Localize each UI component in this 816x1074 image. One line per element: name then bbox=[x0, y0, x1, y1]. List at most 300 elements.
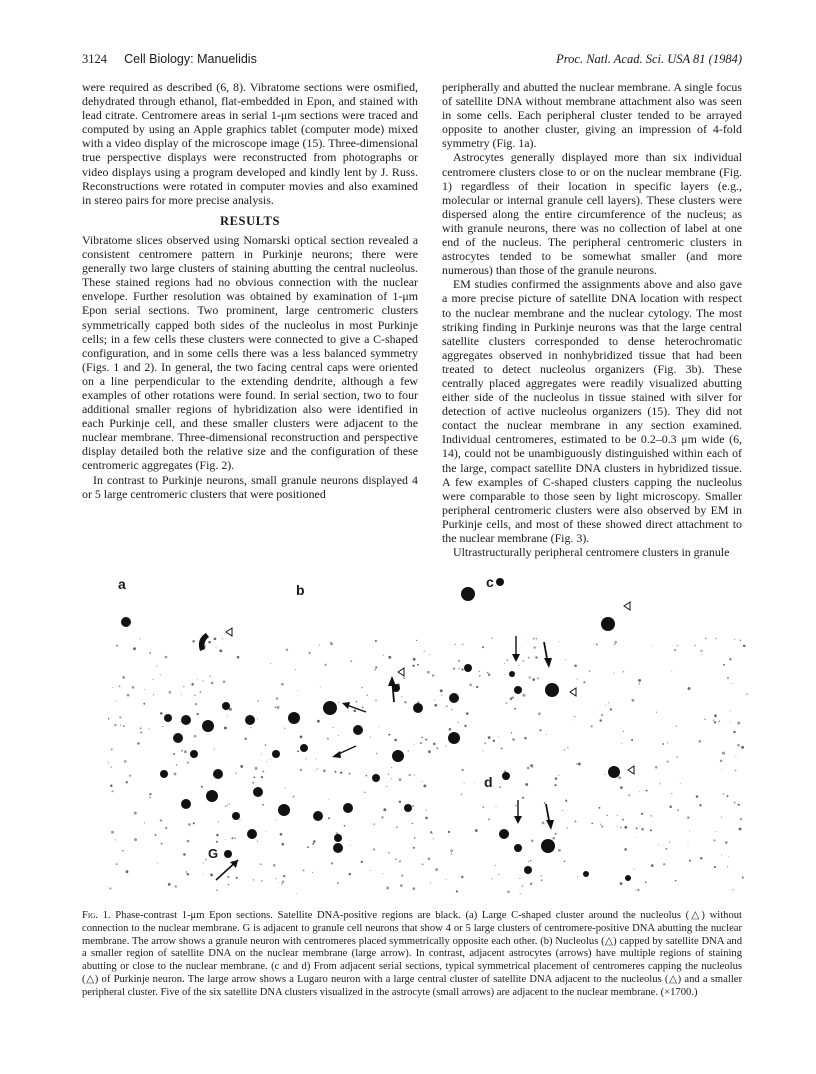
cluster-spot bbox=[333, 843, 343, 853]
speckle-dot bbox=[498, 736, 499, 737]
cluster-spot bbox=[343, 803, 353, 813]
speckle-dot bbox=[511, 696, 514, 699]
speckle-dot bbox=[116, 700, 117, 701]
speckle-dot bbox=[476, 686, 478, 688]
speckle-dot bbox=[713, 839, 715, 841]
caption-text: Phase-contrast 1-μm Epon sections. Satellite DNA-positive regions are black. (a) Large C-shaped cluster around the nucleolus (△) without connection to the nuclear membrane. G is adjacent to granule cell neurons that show 4 or 5 large clusters of centromere-positive DNA abutting the nuclear membrane. The arrow shows a granule neuron with centromeres placed symmetrically opposite each other. (b) Nucleolus (△) capped by satellite DNA and a smaller region of satellite DNA on the nuclear membrane (large arrow). In contrast, adjacent astrocytes (arrows) have multiple regions of staining abutting or close to the nuclear membrane. (c and d) From adjacent serial sections, typical symmetrical placement of centromeres capping the nucleolus (△) of Purkinje neuron. The large arrow shows a Lugaro neuron with a large central cluster of satellite DNA adjacent to the nucleolus (△) and a smaller peripheral cluster. Five of the six satellite DNA clusters visualized in the astrocyte (small arrows) are adjacent to the nuclear membrane. (×1700.) bbox=[82, 910, 742, 998]
speckle-dot bbox=[282, 880, 284, 882]
speckle-dot bbox=[716, 831, 717, 832]
speckle-dot bbox=[281, 843, 284, 846]
speckle-dot bbox=[450, 849, 453, 852]
speckle-dot bbox=[194, 694, 196, 696]
cluster-spot bbox=[502, 772, 510, 780]
speckle-dot bbox=[122, 676, 124, 678]
speckle-dot bbox=[134, 838, 137, 841]
speckle-dot bbox=[308, 652, 310, 654]
speckle-dot bbox=[425, 739, 427, 741]
cluster-spot bbox=[524, 866, 532, 874]
cluster-spot bbox=[413, 703, 423, 713]
speckle-dot bbox=[239, 819, 240, 820]
speckle-dot bbox=[123, 725, 125, 727]
speckle-dot bbox=[394, 739, 397, 742]
cluster-spot bbox=[608, 766, 620, 778]
cluster-spot bbox=[353, 725, 363, 735]
speckle-dot bbox=[674, 649, 676, 651]
speckle-dot bbox=[667, 742, 668, 743]
speckle-dot bbox=[265, 744, 266, 745]
speckle-dot bbox=[193, 822, 195, 824]
speckle-dot bbox=[302, 869, 304, 871]
methods-paragraph-end: were required as described (6, 8). Vibratome sections were osmified, dehydrated through ethanol, flat-embedded in Epon, and stained with lead citrate. Centromere areas in serial 1-μm sections were traced and computed by using an Apple graphics tablet (computer mode) mixed with a video display of the microscope image (15). Three-dimensional true perspective displays were reconstructed from photographs or video displays using a program developed and kindly lent by J. Russ. Reconstructions were rotated in computer movies and also examined in stereo pairs for more precise analysis. bbox=[82, 80, 418, 207]
speckle-dot bbox=[153, 679, 154, 680]
speckle-dot bbox=[620, 826, 622, 828]
speckle-dot bbox=[331, 862, 333, 864]
speckle-dot bbox=[229, 803, 230, 804]
speckle-dot bbox=[235, 772, 237, 774]
speckle-dot bbox=[216, 889, 218, 891]
speckle-dot bbox=[313, 840, 316, 843]
speckle-dot bbox=[677, 756, 679, 758]
speckle-dot bbox=[624, 826, 627, 829]
speckle-dot bbox=[634, 869, 635, 870]
astrocyte-arrowhead-icon bbox=[332, 751, 341, 758]
speckle-dot bbox=[148, 728, 149, 729]
speckle-dot bbox=[727, 795, 729, 797]
speckle-dot bbox=[623, 731, 624, 732]
speckle-dot bbox=[344, 825, 346, 827]
speckle-dot bbox=[499, 786, 501, 788]
speckle-dot bbox=[651, 646, 652, 647]
speckle-dot bbox=[300, 769, 302, 771]
speckle-dot bbox=[555, 777, 558, 780]
speckle-dot bbox=[307, 846, 309, 848]
speckle-dot bbox=[610, 708, 612, 710]
speckle-dot bbox=[436, 747, 438, 749]
speckle-dot bbox=[441, 695, 442, 696]
speckle-dot bbox=[149, 793, 152, 796]
large-arrowhead-icon bbox=[546, 820, 554, 830]
speckle-dot bbox=[129, 775, 131, 777]
speckle-dot bbox=[231, 837, 233, 839]
speckle-dot bbox=[413, 744, 414, 745]
speckle-dot bbox=[478, 671, 480, 673]
speckle-dot bbox=[565, 659, 566, 660]
speckle-dot bbox=[425, 817, 428, 820]
small-arrowhead-icon bbox=[514, 816, 522, 824]
speckle-dot bbox=[461, 876, 463, 878]
speckle-dot bbox=[140, 638, 141, 639]
speckle-dot bbox=[631, 739, 633, 741]
speckle-dot bbox=[666, 848, 668, 850]
speckle-dot bbox=[208, 641, 211, 644]
speckle-dot bbox=[730, 711, 731, 712]
speckle-dot bbox=[257, 718, 258, 719]
speckle-dot bbox=[608, 702, 609, 703]
speckle-dot bbox=[434, 704, 437, 707]
speckle-dot bbox=[671, 793, 672, 794]
speckle-dot bbox=[162, 726, 163, 727]
speckle-dot bbox=[412, 805, 414, 807]
speckle-dot bbox=[546, 734, 547, 735]
speckle-dot bbox=[651, 864, 654, 867]
speckle-dot bbox=[417, 701, 419, 703]
speckle-dot bbox=[205, 859, 207, 861]
speckle-dot bbox=[518, 665, 519, 666]
speckle-dot bbox=[700, 857, 702, 859]
speckle-dot bbox=[435, 868, 438, 871]
speckle-dot bbox=[261, 754, 262, 755]
speckle-dot bbox=[386, 887, 389, 890]
figure-1-micrograph bbox=[108, 574, 750, 896]
speckle-dot bbox=[388, 852, 390, 854]
speckle-dot bbox=[505, 702, 507, 704]
speckle-dot bbox=[578, 762, 581, 765]
speckle-dot bbox=[197, 679, 198, 680]
speckle-dot bbox=[261, 776, 263, 778]
cluster-spot bbox=[583, 871, 589, 877]
speckle-dot bbox=[662, 743, 664, 745]
speckle-dot bbox=[207, 791, 208, 792]
speckle-dot bbox=[723, 664, 725, 666]
speckle-dot bbox=[659, 783, 660, 784]
cluster-spot bbox=[514, 844, 522, 852]
speckle-dot bbox=[376, 753, 378, 755]
speckle-dot bbox=[214, 748, 215, 749]
nucleolus-triangle-icon bbox=[398, 668, 404, 676]
speckle-dot bbox=[488, 674, 490, 676]
speckle-dot bbox=[413, 658, 416, 661]
speckle-dot bbox=[601, 825, 603, 827]
speckle-dot bbox=[715, 638, 717, 640]
speckle-dot bbox=[620, 882, 623, 885]
speckle-dot bbox=[350, 660, 352, 662]
speckle-dot bbox=[319, 645, 320, 646]
speckle-dot bbox=[641, 828, 643, 830]
speckle-dot bbox=[432, 674, 434, 676]
speckle-dot bbox=[340, 772, 342, 774]
speckle-dot bbox=[733, 889, 734, 890]
small-arrowhead-icon bbox=[512, 654, 520, 662]
speckle-dot bbox=[421, 737, 423, 739]
speckle-dot bbox=[223, 680, 226, 683]
speckle-dot bbox=[273, 864, 276, 867]
speckle-dot bbox=[636, 827, 638, 829]
panel-label-g: G bbox=[208, 846, 219, 861]
speckle-dot bbox=[216, 834, 218, 836]
large-arrowhead-icon bbox=[388, 676, 396, 686]
granule-cluster-group bbox=[160, 702, 342, 858]
speckle-dot bbox=[337, 882, 339, 884]
speckle-dot bbox=[312, 872, 313, 873]
speckle-dot bbox=[574, 716, 576, 718]
speckle-dot bbox=[520, 893, 521, 894]
speckle-dot bbox=[601, 714, 603, 716]
speckle-dot bbox=[721, 854, 722, 855]
speckle-dot bbox=[423, 784, 426, 787]
speckle-dot bbox=[420, 742, 422, 744]
speckle-dot bbox=[401, 696, 402, 697]
speckle-dot bbox=[295, 669, 296, 670]
speckle-dot bbox=[504, 663, 505, 664]
speckle-dot bbox=[270, 663, 271, 664]
speckle-dot bbox=[250, 727, 251, 728]
speckle-dot bbox=[375, 669, 376, 670]
speckle-dot bbox=[414, 837, 416, 839]
header-left bbox=[82, 52, 257, 67]
speckle-dot bbox=[731, 683, 732, 684]
speckle-dot bbox=[475, 829, 478, 832]
speckle-dot bbox=[488, 736, 491, 739]
speckle-dot bbox=[191, 683, 194, 686]
speckle-dot bbox=[373, 848, 375, 850]
speckle-dot bbox=[507, 659, 509, 661]
figure-number: Fig. 1. bbox=[82, 910, 111, 921]
speckle-dot bbox=[698, 740, 701, 743]
speckle-dot bbox=[700, 650, 702, 652]
speckle-dot bbox=[168, 883, 171, 886]
speckle-dot bbox=[184, 750, 187, 753]
speckle-dot bbox=[539, 729, 541, 731]
speckle-dot bbox=[140, 727, 142, 729]
speckle-dot bbox=[699, 804, 701, 806]
c-shaped-cluster bbox=[199, 633, 209, 651]
speckle-dot bbox=[530, 883, 533, 886]
speckle-dot bbox=[275, 707, 276, 708]
speckle-dot bbox=[283, 875, 285, 877]
speckle-dot bbox=[676, 726, 677, 727]
speckle-dot bbox=[555, 833, 557, 835]
speckle-dot bbox=[134, 812, 137, 815]
speckle-dot bbox=[737, 722, 740, 725]
speckle-dot bbox=[333, 727, 334, 728]
speckle-dot bbox=[330, 642, 333, 645]
speckle-dot bbox=[216, 841, 218, 843]
speckle-dot bbox=[530, 860, 531, 861]
speckle-dot bbox=[541, 875, 542, 876]
speckle-dot bbox=[495, 806, 496, 807]
speckle-dot bbox=[722, 752, 725, 755]
nucleolus-triangle-icon bbox=[226, 628, 232, 636]
speckle-dot bbox=[227, 805, 228, 806]
results-paragraph-purkinje: Vibratome slices observed using Nomarski optical section revealed a consistent centromere pattern in Purkinje neurons; there were generally two large clusters of staining abutting the central nucleolus. These stained regions had no obvious connection with the nuclear envelope. Further resolution was obtained by examination of 1-μm Epon serial sections. Two prominent, large centromeric clusters symmetrically capped both sides of the nucleolus in most Purkinje cells; in a few cells these clusters were connected to give a C-shaped configuration, and in some cells there was a less balanced symmetry (Figs. 1 and 2). In general, the two facing central caps were oriented on a line perpendicular to the extending dendrite, although a few examples of other rotations were found. In serial section, two to four additional smaller regions of hybridization also were identified in each Purkinje cell, and these smaller clusters were adjacent to the nuclear membrane. Three-dimensional reconstruction and perspective display detailed both the relative size and the configuration of these centromeric aggregates (Fig. 2). bbox=[82, 232, 418, 473]
speckle-dot bbox=[350, 845, 351, 846]
speckle-dot bbox=[126, 781, 128, 783]
ultrastructure-paragraph: Ultrastructurally peripheral centromere clusters in granule bbox=[453, 545, 730, 560]
speckle-dot bbox=[366, 694, 368, 696]
speckle-dot bbox=[461, 794, 463, 796]
speckle-dot bbox=[407, 750, 409, 752]
speckle-dot bbox=[482, 806, 484, 808]
speckle-dot bbox=[328, 817, 330, 819]
speckle-dot bbox=[574, 665, 577, 668]
speckle-dot bbox=[689, 830, 690, 831]
speckle-dot bbox=[528, 861, 529, 862]
speckle-dot bbox=[583, 681, 585, 683]
speckle-dot bbox=[567, 747, 568, 748]
speckle-dot bbox=[108, 762, 109, 764]
speckle-dot bbox=[721, 817, 722, 818]
speckle-dot bbox=[110, 785, 113, 788]
speckle-dot bbox=[525, 783, 528, 786]
speckle-dot bbox=[428, 857, 431, 860]
speckle-dot bbox=[225, 806, 226, 807]
speckle-dot bbox=[388, 656, 391, 659]
speckle-dot bbox=[110, 766, 111, 767]
speckle-dot bbox=[605, 705, 606, 706]
speckle-dot bbox=[446, 879, 447, 880]
speckle-dot bbox=[591, 725, 593, 727]
speckle-dot bbox=[645, 881, 647, 883]
speckle-dot bbox=[265, 831, 266, 832]
nucleolus-triangle-icon bbox=[570, 688, 576, 696]
speckle-dot bbox=[522, 660, 524, 662]
speckle-dot bbox=[576, 678, 577, 679]
speckle-dot bbox=[401, 874, 403, 876]
speckle-dot bbox=[655, 766, 658, 769]
speckle-dot bbox=[725, 841, 728, 844]
nucleolus-cap bbox=[323, 701, 337, 715]
speckle-dot bbox=[727, 866, 728, 867]
speckle-dot bbox=[316, 769, 317, 770]
speckle-dot bbox=[203, 874, 204, 875]
right-column bbox=[442, 80, 742, 559]
speckle-dot bbox=[316, 758, 317, 759]
speckle-dot bbox=[276, 820, 277, 821]
speckle-dot bbox=[741, 746, 744, 749]
speckle-dot bbox=[399, 778, 402, 781]
speckle-dot bbox=[219, 649, 222, 652]
speckle-dot bbox=[594, 711, 595, 712]
speckle-dot bbox=[195, 703, 197, 705]
speckle-dot bbox=[202, 680, 203, 681]
speckle-dot bbox=[428, 654, 429, 655]
cluster-spot bbox=[461, 587, 475, 601]
speckle-dot bbox=[558, 775, 559, 776]
speckle-dot bbox=[507, 890, 510, 893]
speckle-dot bbox=[562, 810, 563, 811]
speckle-dot bbox=[409, 774, 411, 776]
speckle-dot bbox=[180, 721, 181, 722]
cluster-spot bbox=[625, 875, 631, 881]
speckle-dot bbox=[740, 640, 741, 641]
panel-label-c: c bbox=[486, 574, 494, 590]
speckle-dot bbox=[617, 815, 618, 816]
panel-label-a: a bbox=[118, 576, 126, 592]
speckle-dot bbox=[281, 683, 284, 686]
speckle-dot bbox=[531, 766, 533, 768]
speckle-dot bbox=[412, 887, 415, 890]
speckle-dot bbox=[646, 790, 648, 792]
speckle-dot bbox=[474, 783, 475, 784]
speckle-dot bbox=[338, 735, 339, 736]
speckle-dot bbox=[293, 796, 295, 798]
speckle-dot bbox=[245, 738, 247, 740]
speckle-dot bbox=[739, 828, 742, 831]
speckle-dot bbox=[328, 799, 329, 800]
results-heading: RESULTS bbox=[219, 213, 281, 228]
speckle-dot bbox=[531, 839, 534, 842]
journal-citation: Proc. Natl. Acad. Sci. USA 81 (1984) bbox=[556, 52, 742, 66]
speckle-dot bbox=[607, 815, 608, 816]
cluster-spot bbox=[372, 774, 380, 782]
speckle-dot bbox=[255, 767, 258, 770]
speckle-dot bbox=[225, 839, 226, 840]
speckle-dot bbox=[528, 657, 530, 659]
speckle-dot bbox=[381, 816, 383, 818]
speckle-dot bbox=[663, 863, 665, 865]
speckle-dot bbox=[284, 787, 285, 788]
speckle-dot bbox=[464, 783, 465, 784]
speckle-dot bbox=[542, 821, 545, 824]
speckle-dot bbox=[433, 743, 436, 746]
speckle-dot bbox=[227, 715, 228, 716]
speckle-dot bbox=[484, 742, 485, 743]
speckle-dot bbox=[623, 671, 625, 673]
speckle-dot bbox=[154, 834, 156, 836]
speckle-dot bbox=[122, 850, 123, 851]
speckle-dot bbox=[218, 821, 219, 822]
speckle-dot bbox=[181, 750, 183, 752]
speckle-dot bbox=[119, 685, 121, 687]
speckle-dot bbox=[552, 837, 555, 840]
speckle-dot bbox=[116, 863, 118, 865]
speckle-dot bbox=[449, 728, 452, 731]
speckle-dot bbox=[261, 880, 262, 881]
speckle-dot bbox=[527, 767, 530, 770]
speckle-dot bbox=[558, 641, 559, 642]
speckle-dot bbox=[455, 644, 456, 645]
speckle-dot bbox=[524, 737, 526, 739]
speckle-dot bbox=[523, 694, 526, 697]
astrocyte-paragraph: Astrocytes generally displayed more than six individual centromere clusters close to or on the nuclear membrane (Fig. 1) regardless of their location in specific layers (e.g., molecular or internal granule cell layers). These clusters were dispersed along the entire circumference of the nucleus; as with granule neurons, there was no collection of label at one end of the nucleus. The peripheral centromeric clusters in astrocytes tended to be somewhat smaller (and more numerous) than those of the granule neurons. bbox=[442, 150, 742, 278]
speckle-dot bbox=[482, 750, 483, 751]
speckle-dot bbox=[675, 880, 677, 882]
speckle-dot bbox=[532, 678, 535, 681]
speckle-dot bbox=[677, 809, 679, 811]
speckle-dot bbox=[537, 677, 539, 679]
speckle-dot bbox=[144, 689, 145, 690]
speckle-dot bbox=[504, 674, 505, 675]
speckle-dot bbox=[414, 774, 415, 775]
speckle-dot bbox=[210, 873, 213, 876]
speckle-dot bbox=[197, 713, 199, 715]
speckle-dot bbox=[327, 738, 329, 740]
nucleolus-triangle-icon bbox=[624, 602, 630, 610]
speckle-dot bbox=[430, 882, 431, 883]
speckle-dot bbox=[635, 890, 636, 891]
speckle-dot bbox=[631, 699, 634, 702]
speckle-dot bbox=[383, 808, 386, 811]
speckle-dot bbox=[262, 804, 264, 806]
speckle-dot bbox=[433, 838, 434, 839]
speckle-dot bbox=[370, 870, 371, 871]
speckle-dot bbox=[638, 679, 641, 682]
speckle-dot bbox=[600, 824, 601, 825]
speckle-dot bbox=[641, 813, 643, 815]
speckle-dot bbox=[427, 671, 430, 674]
speckle-dot bbox=[564, 861, 566, 863]
speckle-dot bbox=[412, 665, 414, 667]
speckle-dot bbox=[280, 833, 283, 836]
speckle-dot bbox=[558, 849, 561, 852]
speckle-dot bbox=[637, 889, 639, 891]
speckle-dot bbox=[624, 848, 627, 851]
speckle-dot bbox=[466, 712, 469, 715]
figure-caption bbox=[82, 910, 742, 1000]
speckle-dot bbox=[571, 719, 572, 720]
speckle-dot bbox=[361, 861, 363, 863]
speckle-dot bbox=[617, 826, 618, 827]
